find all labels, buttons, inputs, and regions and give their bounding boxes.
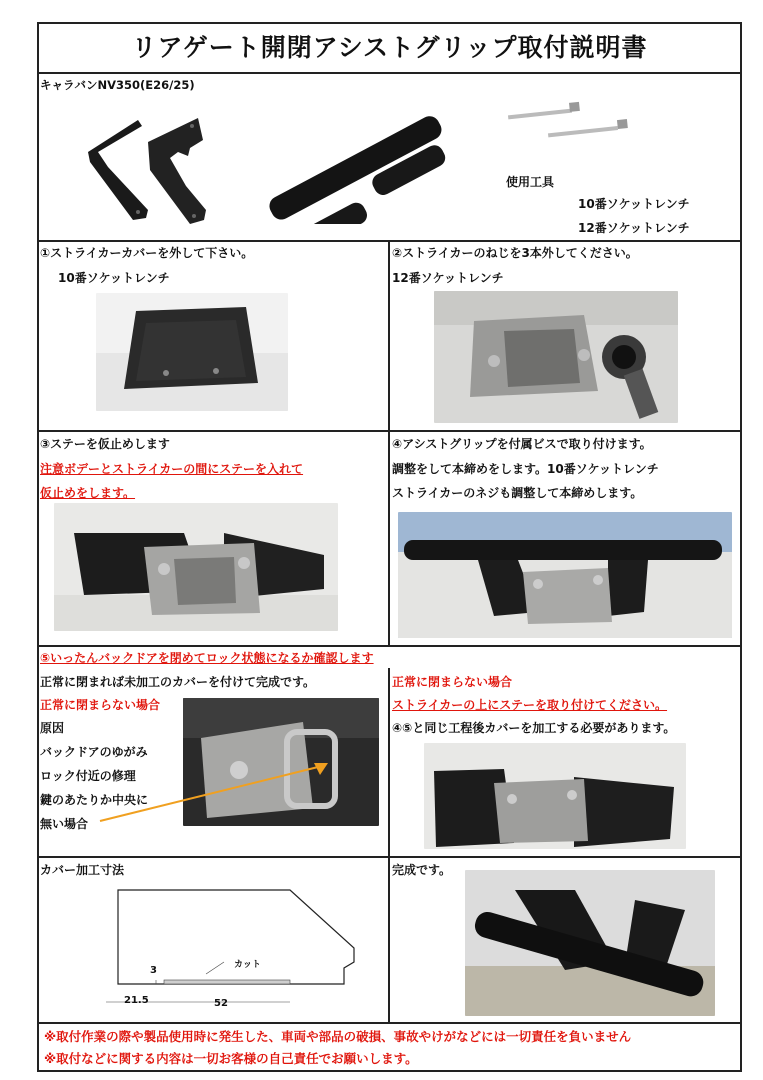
step3-title: ③ステーを仮止めします: [40, 437, 170, 451]
step5-fix-photo: [424, 743, 686, 849]
page-title: リアゲート開閉アシストグリップ取付説明書: [131, 33, 648, 62]
grip-bar-parts-image: [250, 104, 450, 224]
done-title: 完成です。: [392, 863, 452, 877]
step1-title: ①ストライカーカバーを外して下さい。: [40, 246, 254, 260]
divider: [37, 1022, 742, 1024]
step3-photo: [54, 503, 338, 631]
done-photo: [465, 870, 715, 1016]
step5-right-warning: ストライカーの上にステーを取り付けてください。: [392, 698, 668, 712]
step3-warning: 仮止めをします。: [40, 486, 136, 500]
cause-line: バックドアのゆがみ: [40, 745, 148, 759]
divider: [388, 668, 390, 1022]
step4-title: ④アシストグリップを付属ビスで取り付けます。: [392, 437, 652, 451]
dimension-label: 52: [214, 998, 228, 1009]
cause-line: 無い場合: [40, 817, 89, 831]
step1-tool: 10番ソケットレンチ: [58, 271, 170, 285]
step5-right-warning: 正常に閉まらない場合: [392, 675, 513, 689]
tool-item: 10番ソケットレンチ: [578, 197, 690, 211]
step4-text: 調整をして本締めをします。10番ソケットレンチ: [392, 462, 659, 476]
step1-photo: [96, 293, 288, 411]
step5-left-warning: 正常に閉まらない場合: [40, 698, 161, 712]
cut-label: カット: [234, 960, 261, 970]
divider: [37, 72, 742, 74]
disclaimer: ※取付などに関する内容は一切お客様の自己責任でお願いします。: [44, 1051, 418, 1066]
tools-label: 使用工具: [506, 175, 555, 189]
step2-photo: [434, 291, 678, 423]
cause-line: 原因: [40, 721, 65, 735]
step3-warning: 注意ボデーとストライカーの間にステーを入れて: [40, 462, 304, 476]
dimension-label: 3: [150, 965, 157, 976]
step5-right-text: ④⑤と同じ工程後カバーを加工する必要があります。: [392, 721, 676, 735]
cause-line: 鍵のあたりか中央に: [40, 793, 149, 807]
dimension-label: 21.5: [124, 995, 149, 1006]
step2-tool: 12番ソケットレンチ: [392, 271, 504, 285]
step4-text: ストライカーのネジも調整して本締めします。: [392, 486, 643, 500]
divider: [37, 645, 742, 647]
model-name: キャラバンNV350(E26/25): [40, 78, 195, 92]
disclaimer: ※取付作業の際や製品使用時に発生した、車両や部品の破損、事故やけがなどには一切責任を負いません: [44, 1029, 632, 1044]
divider: [388, 240, 390, 645]
cover-title: カバー加工寸法: [40, 863, 125, 877]
cause-line: ロック付近の修理: [40, 769, 136, 783]
bracket-parts-image: [78, 112, 238, 230]
bolt-parts-image: [500, 100, 640, 145]
step5-left-text: 正常に閉まれば未加工のカバーを付けて完成です。: [40, 675, 316, 689]
step5-title: ⑤いったんバックドアを閉めてロック状態になるか確認します: [40, 651, 374, 665]
step2-title: ②ストライカーのねじを3本外してください。: [392, 246, 638, 260]
pointer-arrow: [96, 755, 336, 825]
tool-item: 12番ソケットレンチ: [578, 221, 690, 235]
step4-photo: [398, 512, 732, 638]
